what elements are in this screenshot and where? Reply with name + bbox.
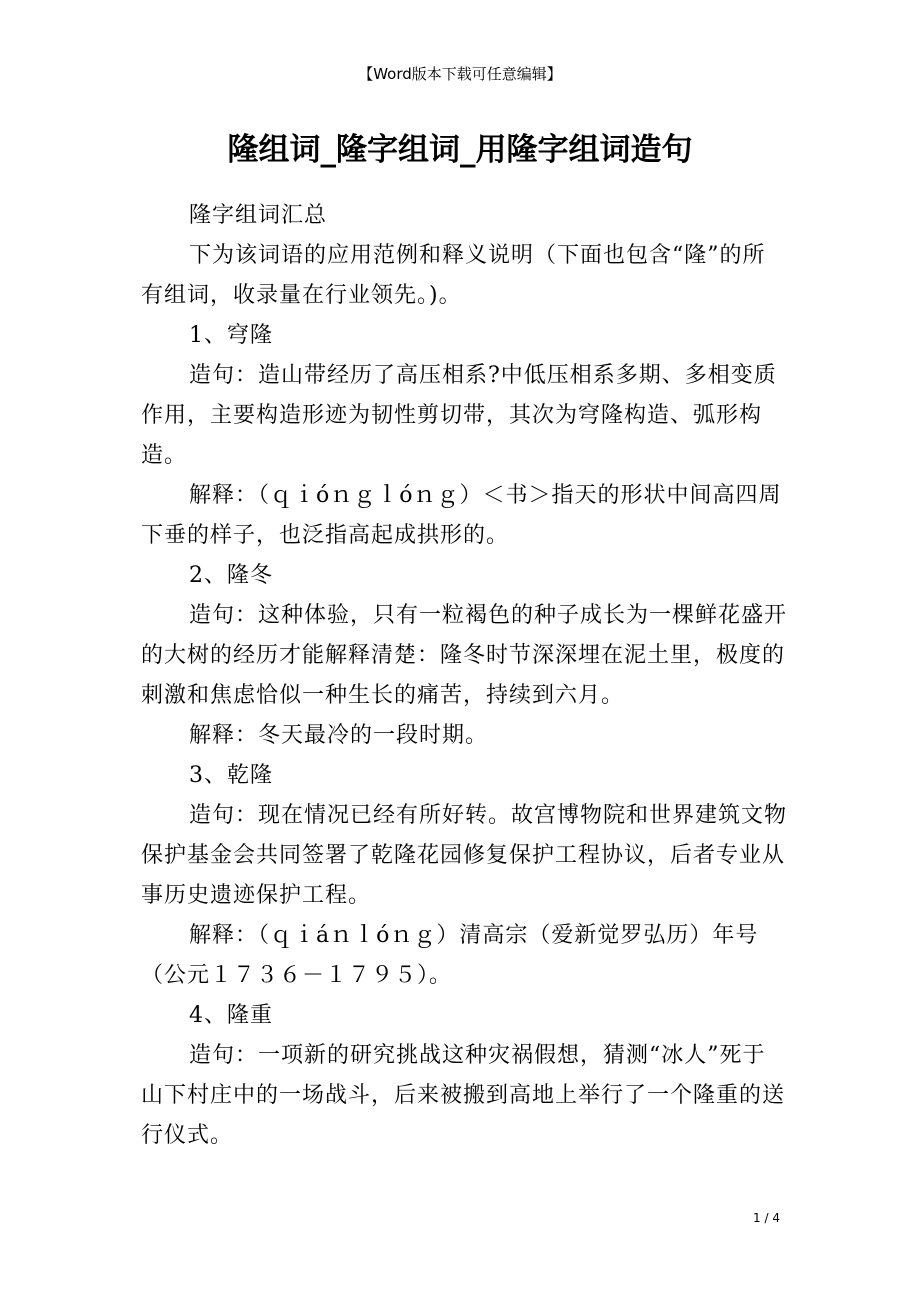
- example-sentence-2: 造句：这种体验，只有一粒褐色的种子成长为一棵鲜花盛开的大树的经历才能解释清楚：隆冬时节深深埋在泥土里，极度的刺激和焦虑恰似一种生长的痛苦，持续到六月。: [141, 603, 788, 708]
- definition-3: 解释：（ｑｉáｎｌóｎｇ）清高宗（爱新觉罗弘历）年号（公元１７３６－１７９５）。: [141, 923, 759, 988]
- word-heading-3: 3、乾隆: [189, 763, 273, 788]
- word-heading-4: 4、隆重: [189, 1003, 273, 1028]
- page-title: 隆组词_隆字组词_用隆字组词造句: [227, 132, 693, 168]
- example-sentence-4: 造句：一项新的研究挑战这种灾祸假想，猜测“冰人”死于山下村庄中的一场战斗，后来被搬到高地上举行了一个隆重的送行仪式。: [141, 1043, 786, 1148]
- definition-1: 解释：（ｑｉóｎｇｌóｎｇ）＜书＞指天的形状中间高四周下垂的样子，也泛指高起成拱形的。: [141, 483, 782, 548]
- section-heading: 隆字组词汇总: [189, 203, 328, 228]
- document-body: [141, 196, 787, 1156]
- intro-paragraph: 下为该词语的应用范例和释义说明（下面也包含“隆”的所有组词，收录量在行业领先。)。: [141, 243, 766, 308]
- page-number: 1 / 4: [753, 1211, 780, 1225]
- word-heading-1: 1、穹隆: [189, 323, 273, 348]
- definition-2: 解释：冬天最冷的一段时期。: [189, 723, 489, 748]
- example-sentence-3: 造句：现在情况已经有所好转。故宫博物院和世界建筑文物保护基金会共同签署了乾隆花园修复保护工程协议，后者专业从事历史遗迹保护工程。: [141, 803, 788, 908]
- word-heading-2: 2、隆冬: [189, 563, 273, 588]
- header-note: 【Word版本下载可任意编辑】: [358, 65, 562, 83]
- example-sentence-1: 造句：造山带经历了高压相系?中低压相系多期、多相变质作用，主要构造形迹为韧性剪切带，其次为穹隆构造、弧形构造。: [141, 363, 777, 468]
